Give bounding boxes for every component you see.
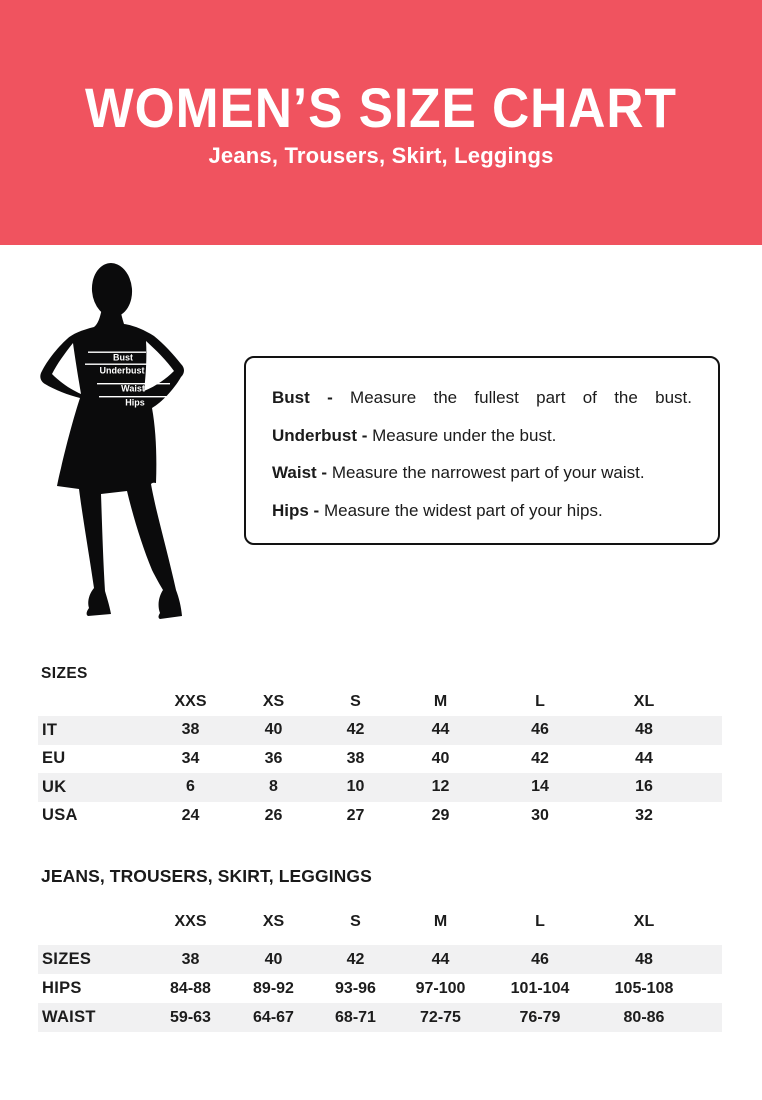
value-cell: 84-88: [170, 979, 211, 997]
value-cell: 44: [431, 950, 450, 968]
instruction-text: Measure the fullest part of the bust.: [332, 388, 692, 407]
value-cell: 72-75: [420, 1008, 461, 1026]
value-cell: 26: [264, 806, 283, 824]
column-header-xxs: XXS: [174, 693, 207, 710]
value-cell: 30: [531, 806, 549, 824]
value-cell: 12: [431, 778, 450, 796]
row-label: USA: [42, 806, 78, 825]
value-cell: 38: [181, 721, 200, 739]
bottoms-table-title: JEANS, TROUSERS, SKIRT, LEGGINGS: [41, 866, 372, 886]
table-row-it: [38, 716, 722, 745]
value-cell: 105-108: [614, 979, 674, 997]
value-cell: 59-63: [170, 1008, 211, 1026]
row-label: HIPS: [42, 979, 82, 997]
table-row-sizes: [38, 945, 722, 974]
instruction-text: Measure the narrowest part of your waist.: [327, 463, 645, 482]
value-cell: 24: [181, 806, 200, 824]
value-cell: 48: [635, 721, 653, 739]
instruction-underbust: [272, 417, 692, 455]
instruction-hips: [272, 492, 692, 530]
table-row-usa: [38, 802, 722, 831]
value-cell: 46: [531, 950, 549, 968]
column-header-m: M: [433, 693, 448, 710]
value-cell: 40: [264, 950, 283, 968]
waist-label: Waist: [121, 383, 145, 394]
column-header-xl: XL: [633, 693, 655, 710]
value-cell: 27: [346, 806, 365, 824]
value-cell: 42: [346, 721, 365, 739]
table-row-waist: [38, 1003, 722, 1032]
column-header-row: [38, 688, 722, 716]
table-row-hips: [38, 974, 722, 1003]
woman-silhouette-illustration: [40, 258, 230, 638]
value-cell: 36: [264, 749, 283, 767]
header-banner: [0, 0, 762, 245]
instruction-bust: [272, 379, 692, 417]
hips-label: Hips: [125, 397, 145, 408]
value-cell: 40: [264, 721, 283, 739]
value-cell: 44: [431, 721, 450, 739]
value-cell: 48: [635, 950, 653, 968]
row-label: IT: [42, 720, 58, 739]
value-cell: 16: [635, 778, 653, 796]
instruction-term: Waist -: [272, 463, 328, 482]
value-cell: 97-100: [415, 979, 466, 997]
row-label: EU: [42, 749, 66, 768]
value-cell: 42: [346, 950, 365, 968]
row-label: SIZES: [42, 950, 92, 968]
column-header-m: M: [433, 913, 448, 930]
value-cell: 68-71: [335, 1008, 376, 1026]
value-cell: 46: [531, 721, 549, 739]
value-cell: 76-79: [519, 1008, 561, 1026]
value-cell: 44: [635, 749, 653, 767]
instruction-term: Underbust -: [272, 425, 368, 445]
value-cell: 101-104: [510, 979, 570, 997]
page-subtitle: Jeans, Trousers, Skirt, Leggings: [208, 143, 554, 168]
instruction-text: Measure the widest part of your hips.: [319, 500, 603, 520]
column-header-xs: XS: [262, 913, 285, 930]
column-header-xs: XS: [262, 693, 285, 710]
value-cell: 64-67: [253, 1008, 294, 1026]
silhouette-body: [40, 261, 184, 619]
underbust-label: Underbust: [99, 365, 145, 376]
value-cell: 89-92: [253, 979, 294, 997]
instruction-text: Measure under the bust.: [367, 425, 557, 445]
table-row-eu: [38, 745, 722, 774]
value-cell: 14: [531, 778, 549, 796]
value-cell: 8: [269, 778, 278, 796]
instruction-waist: [272, 454, 692, 492]
bottoms-measurements-table: [38, 866, 722, 1032]
column-header-l: L: [535, 913, 545, 930]
value-cell: 10: [346, 778, 365, 796]
value-cell: 93-96: [335, 979, 376, 997]
value-cell: 6: [186, 778, 195, 796]
sizes-conversion-table: [38, 664, 722, 830]
row-label: WAIST: [42, 1008, 96, 1026]
column-header-row: [38, 908, 722, 936]
value-cell: 42: [531, 749, 549, 767]
value-cell: 40: [431, 749, 450, 767]
value-cell: 29: [431, 806, 450, 824]
column-header-l: L: [535, 693, 545, 710]
page-title: WOMEN’S SIZE CHART: [85, 76, 677, 139]
instruction-term: Bust -: [272, 388, 333, 407]
value-cell: 34: [181, 749, 200, 767]
table-row-uk: [38, 773, 722, 802]
column-header-s: S: [350, 693, 361, 710]
column-header-xl: XL: [633, 913, 655, 930]
measurement-instructions-box: [244, 356, 720, 545]
value-cell: 38: [346, 749, 365, 767]
column-header-xxs: XXS: [174, 913, 207, 930]
column-header-s: S: [350, 913, 361, 930]
value-cell: 80-86: [623, 1008, 665, 1026]
bust-label: Bust: [113, 352, 133, 363]
row-label: UK: [42, 777, 67, 796]
instruction-term: Hips -: [272, 500, 320, 520]
value-cell: 32: [635, 806, 653, 824]
sizes-table-title: SIZES: [41, 665, 88, 682]
value-cell: 38: [181, 950, 200, 968]
